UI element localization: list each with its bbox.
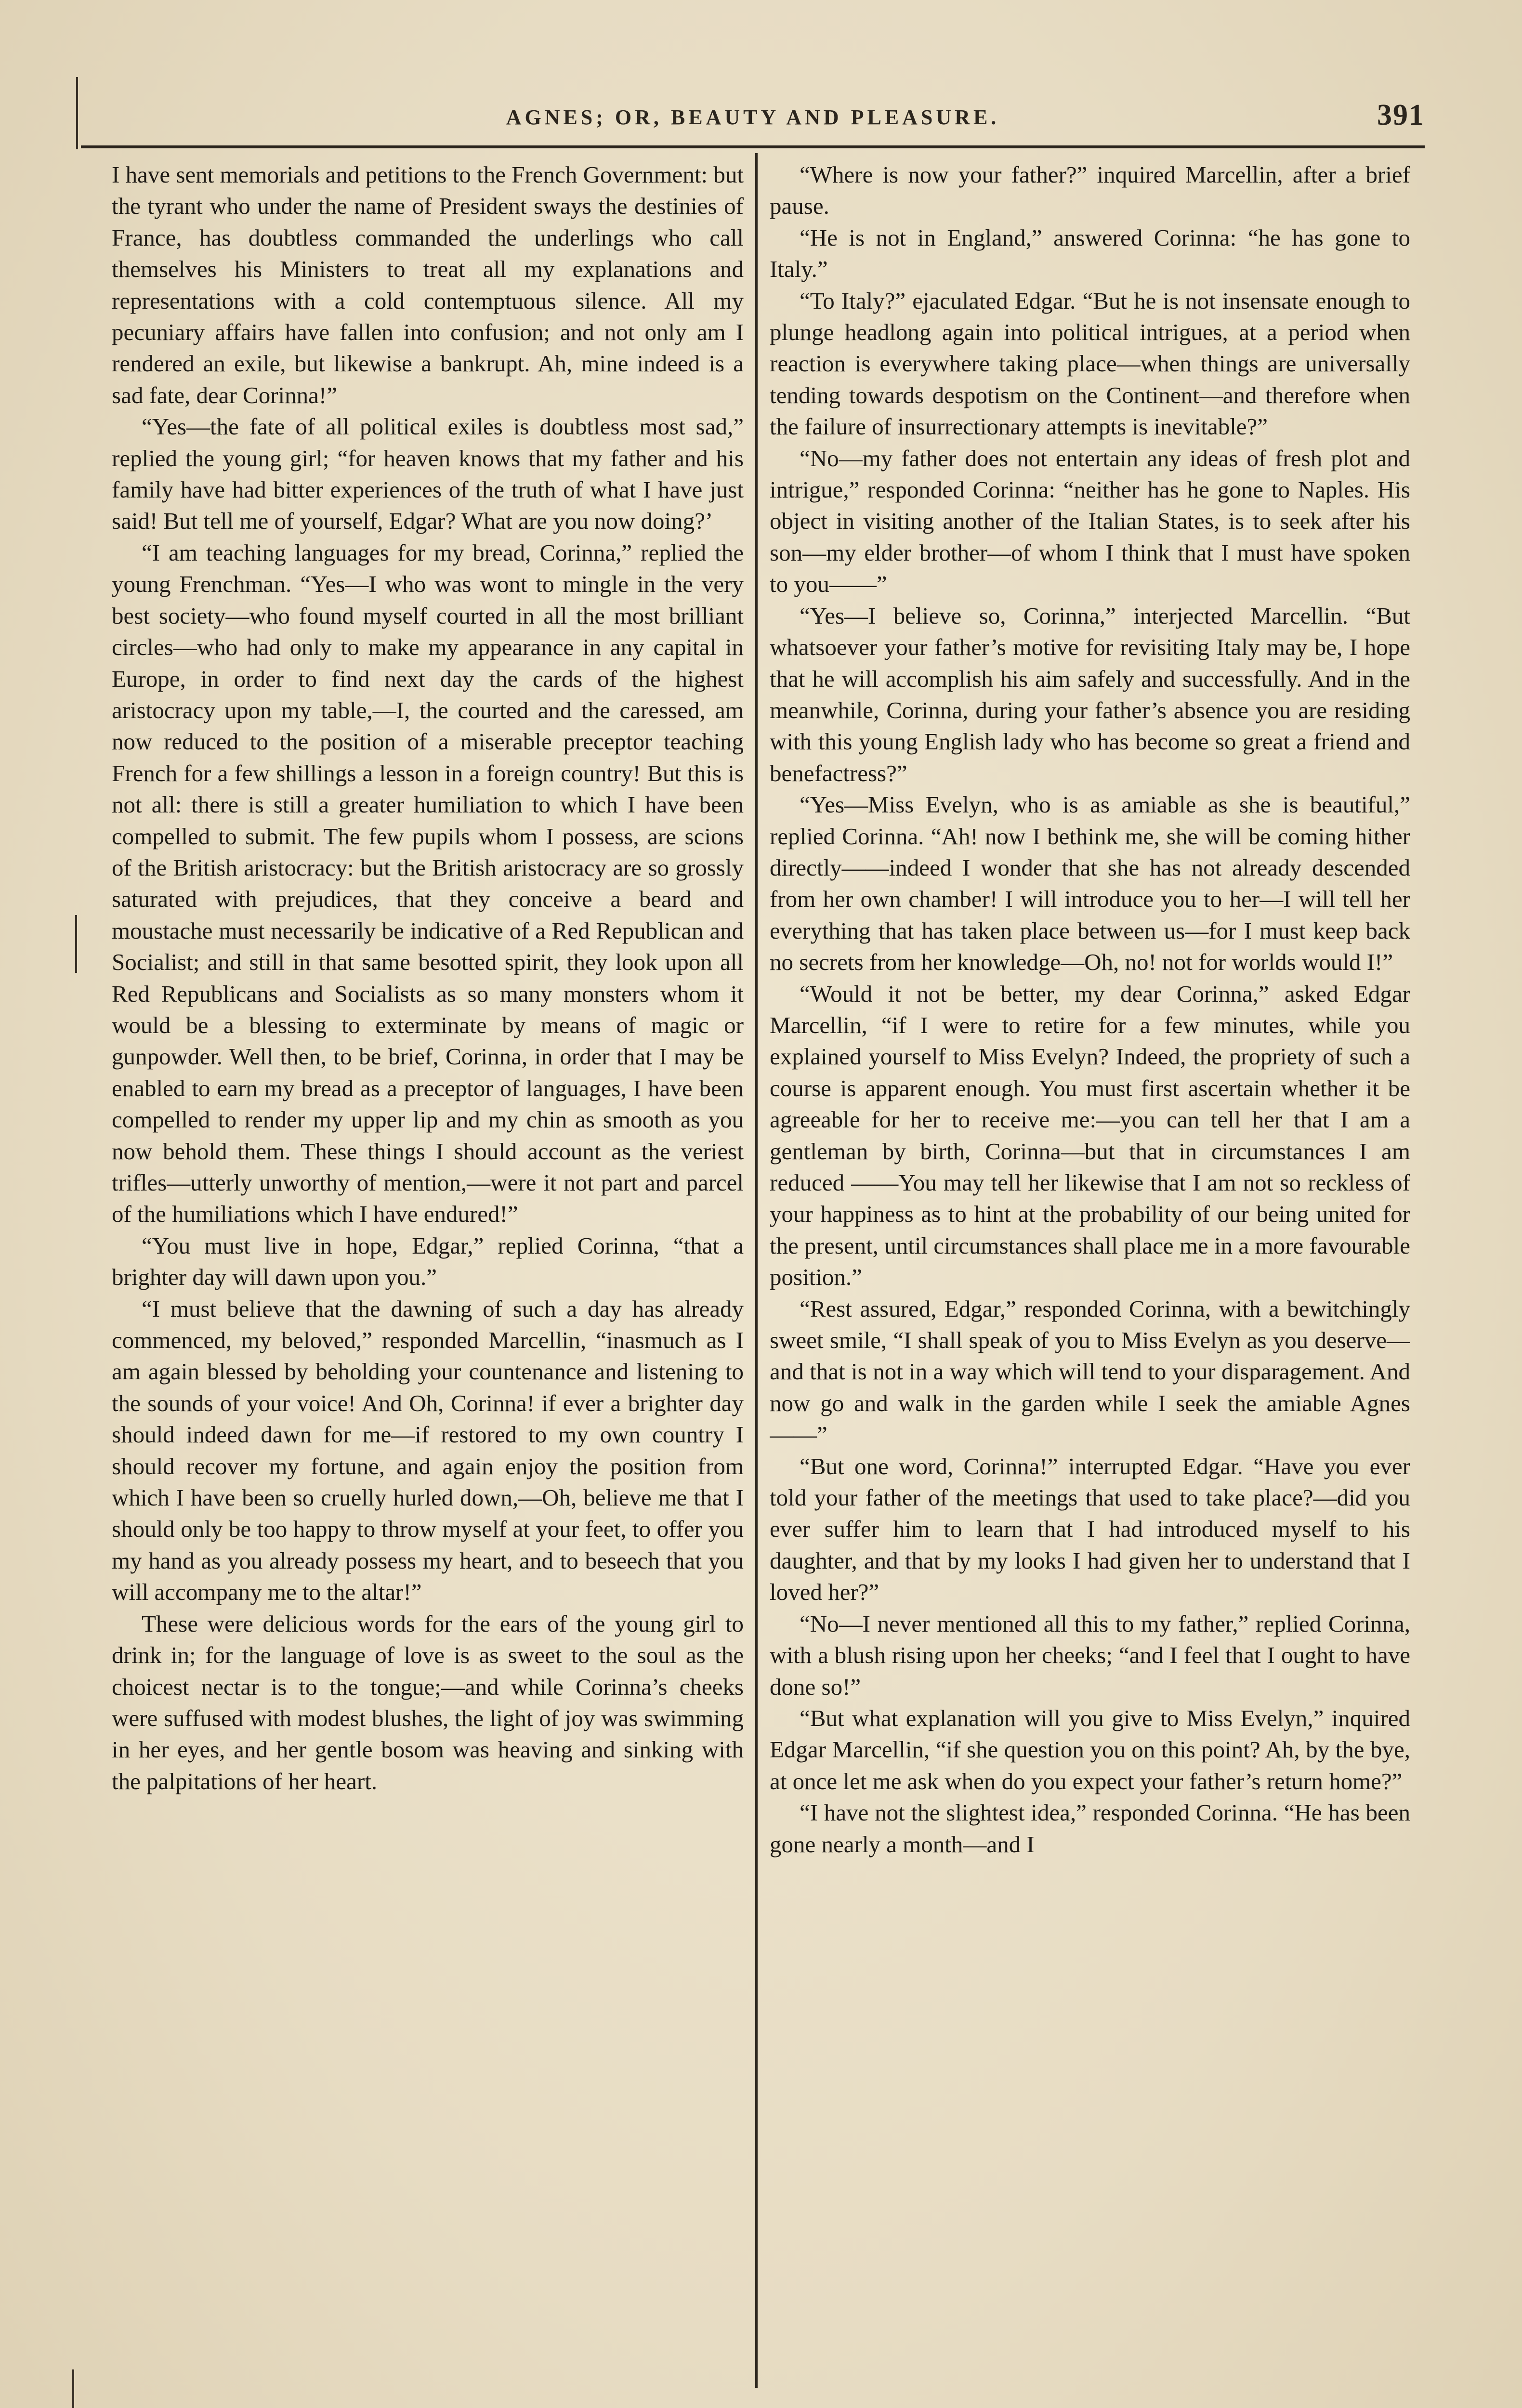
paragraph: “He is not in England,” answered Corinna: “he has gone to Italy.” bbox=[770, 224, 1410, 283]
margin-mark-mid bbox=[75, 915, 77, 973]
paragraph: “You must live in hope, Edgar,” replied Corinna, “that a brighter day will dawn upon you.” bbox=[112, 1232, 744, 1291]
paragraph: “But what explanation will you give to Miss Evelyn,” inquired Edgar Marcellin, “if she question you on this point? Ah, by the bye, at once let me ask when do you expect your father’s return home?” bbox=[770, 1704, 1410, 1794]
column-divider bbox=[755, 153, 758, 2388]
paragraph: “I have not the slightest idea,” responded Corinna. “He has been gone nearly a month—and I bbox=[770, 1799, 1410, 1858]
page-number: 391 bbox=[1377, 99, 1425, 131]
running-title: AGNES; OR, BEAUTY AND PLEASURE. bbox=[506, 105, 1000, 129]
paragraph: “No—my father does not entertain any ideas of fresh plot and intrigue,” responded Corinna: “neither has he gone to Naples. His object in visiting another of the Italian States, is to seek after his son—my elder brother—of whom I think that I must have spoken to you——” bbox=[770, 445, 1410, 598]
paragraph: “Yes—Miss Evelyn, who is as amiable as she is beautiful,” replied Corinna. “Ah! now I bethink me, she will be coming hither directly——indeed I wonder that she has not already descended from her own chamber! I will introduce you to her—I will tell her everything that has taken place between us—for I must keep back no secrets from her knowledge—Oh, no! not for worlds would I!” bbox=[770, 791, 1410, 976]
margin-mark-top bbox=[76, 77, 78, 149]
paragraph: “To Italy?” ejaculated Edgar. “But he is not insensate enough to plunge headlong again into political intrigues, at a period when reaction is everywhere taking place—when things are universally tending towards despotism on the Continent—and therefore when the failure of insurrectionary attempts is inevitable?” bbox=[770, 287, 1410, 440]
paragraph: “Rest assured, Edgar,” responded Corinna, with a bewitchingly sweet smile, “I shall speak of you to Miss Evelyn as you deserve—and that is not in a way which will tend to your disparagement. And now go and walk in the garden while I seek the amiable Agnes——” bbox=[770, 1295, 1410, 1448]
paragraph: “Where is now your father?” inquired Marcellin, after a brief pause. bbox=[770, 161, 1410, 220]
margin-mark-low bbox=[72, 2369, 74, 2408]
paragraph: These were delicious words for the ears of the young girl to drink in; for the language of love is as sweet to the soul as the choicest nectar is to the tongue;—and while Corinna’s cheeks were suffused with modest blushes, the light of joy was swimming in her eyes, and her gentle bosom was heaving and sinking with the palpitations of her heart. bbox=[112, 1610, 744, 1794]
right-text-column bbox=[770, 159, 1410, 2398]
paragraph: “Yes—I believe so, Corinna,” interjected Marcellin. “But whatsoever your father’s motive for revisiting Italy may be, I hope that he will accomplish his aim safely and successfully. And in the meanwhile, Corinna, during your father’s absence you are residing with this young English lady who has become so great a friend and benefactress?” bbox=[770, 602, 1410, 786]
paragraph: “Yes—the fate of all political exiles is doubtless most sad,” replied the young girl; “for heaven knows that my father and his family have had bitter experiences of the truth of what I have just said! But tell me of yourself, Edgar? What are you now doing?’ bbox=[112, 413, 744, 535]
paragraph: “I must believe that the dawning of such a day has already commenced, my beloved,” responded Marcellin, “inasmuch as I am again blessed by beholding your countenance and listening to the sounds of your voice! And Oh, Corinna! if ever a brighter day should indeed dawn for me—if restored to my own country I should recover my fortune, and again enjoy the position from which I have been so cruelly hurled down,—Oh, believe me that I should only be too happy to throw myself at your feet, to offer you my hand as you already possess my heart, and to beseech that you will accompany me to the altar!” bbox=[112, 1295, 744, 1606]
header-rule bbox=[81, 145, 1425, 148]
paragraph: I have sent memorials and petitions to the French Government: but the tyrant who under the name of President sways the destinies of France, has doubtless commanded the underlings who call themselves his Ministers to treat all my explanations and representations with a cold contemptuous silence. All my pecuniary affairs have fallen into confusion; and not only am I rendered an exile, but likewise a bankrupt. Ah, mine indeed is a sad fate, dear Corinna!” bbox=[112, 161, 744, 408]
paragraph: “But one word, Corinna!” interrupted Edgar. “Have you ever told your father of the meetings that used to take place?—did you ever suffer him to learn that I had introduced myself to his daughter, and that by my looks I had given her to understand that I loved her?” bbox=[770, 1453, 1410, 1606]
paragraph: “No—I never mentioned all this to my father,” replied Corinna, with a blush rising upon her cheeks; “and I feel that I ought to have done so!” bbox=[770, 1610, 1410, 1700]
left-text-column bbox=[112, 159, 744, 2398]
paragraph: “I am teaching languages for my bread, Corinna,” replied the young Frenchman. “Yes—I who was wont to mingle in the very best society—who found myself courted in all the most brilliant circles—who had only to make my appearance in any capital in Europe, in order to find next day the cards of the highest aristocracy upon my table,—I, the courted and the caressed, am now reduced to the position of a miserable preceptor teaching French for a few shillings a lesson in a foreign country! But this is not all: there is still a greater humiliation to which I have been compelled to submit. The few pupils whom I possess, are scions of the British aristocracy: but the British aristocracy are so grossly saturated with prejudices, that they conceive a beard and moustache must necessarily be indicative of a Red Republican and Socialist; and still in that same besotted spirit, they look upon all Red Republicans and Socialists as so many monsters whom it would be a blessing to exterminate by means of magic or gunpowder. Well then, to be brief, Corinna, in order that I may be enabled to earn my bread as a preceptor of languages, I have been compelled to render my upper lip and my chin as smooth as you now behold them. These things I should account as the veriest trifles—utterly unworthy of mention,—were it not part and parcel of the humiliations which I have endured!” bbox=[112, 539, 744, 1228]
running-header bbox=[81, 96, 1425, 140]
paragraph: “Would it not be better, my dear Corinna,” asked Edgar Marcellin, “if I were to retire for a few minutes, while you explained yourself to Miss Evelyn? Indeed, the propriety of such a course is apparent enough. You must first ascertain whether it be agreeable for her to receive me:—you can tell her that I am a gentleman by birth, Corinna—but that in circumstances I am reduced ——You may tell her likewise that I am not so reckless of your happiness as to hint at the probability of our being united for the present, until circumstances shall place me in a more favourable position.” bbox=[770, 980, 1410, 1291]
